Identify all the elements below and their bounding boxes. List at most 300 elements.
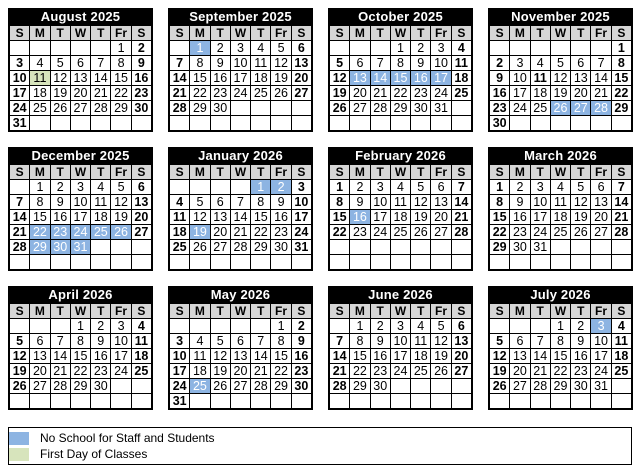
week-row xyxy=(170,364,312,379)
day-header-thu: T xyxy=(571,26,591,41)
week-row xyxy=(170,210,312,225)
calendar-day: 17 xyxy=(291,210,311,225)
week-row xyxy=(170,56,312,71)
empty-day-cell xyxy=(271,116,291,131)
calendar-day: 11 xyxy=(411,334,431,349)
calendar-day: 9 xyxy=(411,56,431,71)
calendar-day: 15 xyxy=(251,210,271,225)
legend-item-first-day xyxy=(9,446,631,462)
calendar-day: 11 xyxy=(550,195,570,210)
day-header-sat: S xyxy=(611,165,631,180)
empty-day-cell xyxy=(571,394,591,409)
calendar-day: 23 xyxy=(271,225,291,240)
day-header-row xyxy=(170,304,312,319)
month-title: June 2026 xyxy=(329,287,472,303)
day-header-fri: Fr xyxy=(111,304,131,319)
empty-day-cell xyxy=(350,394,370,409)
empty-day-cell xyxy=(271,101,291,116)
calendar-day: 18 xyxy=(251,71,271,86)
calendar-day: 14 xyxy=(170,71,190,86)
calendar-day: 12 xyxy=(50,71,70,86)
calendar-day: 22 xyxy=(70,364,90,379)
calendar-day: 23 xyxy=(291,364,311,379)
calendar-day: 30 xyxy=(370,379,390,394)
day-header-sat: S xyxy=(131,304,151,319)
calendar-day: 12 xyxy=(330,71,350,86)
calendar-day: 17 xyxy=(390,349,410,364)
empty-day-cell xyxy=(131,240,151,255)
empty-day-cell xyxy=(350,116,370,131)
empty-day-cell xyxy=(490,41,510,56)
calendar-day: 27 xyxy=(291,86,311,101)
calendar-day: 16 xyxy=(50,210,70,225)
calendar-day: 4 xyxy=(530,56,550,71)
calendar-day: 8 xyxy=(271,334,291,349)
week-row xyxy=(170,71,312,86)
calendar-day: 16 xyxy=(571,349,591,364)
calendar-day: 8 xyxy=(490,195,510,210)
calendar-day: 17 xyxy=(510,86,530,101)
day-header-sun: S xyxy=(490,165,510,180)
calendar-day: 19 xyxy=(271,71,291,86)
calendar-day: 4 xyxy=(91,180,111,195)
day-header-sat: S xyxy=(131,165,151,180)
day-header-sat: S xyxy=(611,304,631,319)
day-header-sun: S xyxy=(170,304,190,319)
empty-day-cell xyxy=(510,255,530,270)
calendar-day: 11 xyxy=(251,56,271,71)
calendar-day: 31 xyxy=(10,116,30,131)
week-row xyxy=(330,210,472,225)
calendar-day: 3 xyxy=(591,319,611,334)
calendar-grid xyxy=(8,8,633,410)
empty-day-cell xyxy=(210,180,230,195)
month-grid xyxy=(329,303,472,409)
empty-day-cell xyxy=(330,394,350,409)
calendar-day: 13 xyxy=(291,56,311,71)
day-header-wed: W xyxy=(390,304,410,319)
empty-day-cell xyxy=(70,116,90,131)
week-row xyxy=(490,210,632,225)
calendar-day: 17 xyxy=(70,210,90,225)
empty-day-cell xyxy=(370,240,390,255)
calendar-day: 8 xyxy=(251,195,271,210)
calendar-day: 15 xyxy=(490,210,510,225)
calendar-day: 2 xyxy=(571,319,591,334)
day-header-fri: Fr xyxy=(431,304,451,319)
calendar-day: 30 xyxy=(571,379,591,394)
empty-day-cell xyxy=(190,394,210,409)
empty-day-cell xyxy=(431,255,451,270)
calendar-day: 15 xyxy=(350,349,370,364)
month-grid xyxy=(169,164,312,270)
month-grid xyxy=(329,164,472,270)
empty-day-cell xyxy=(131,379,151,394)
empty-day-cell xyxy=(550,255,570,270)
empty-day-cell xyxy=(251,394,271,409)
calendar-day: 25 xyxy=(91,225,111,240)
month-grid xyxy=(9,25,152,131)
calendar-day: 10 xyxy=(510,71,530,86)
day-header-thu: T xyxy=(91,304,111,319)
empty-day-cell xyxy=(591,394,611,409)
day-header-wed: W xyxy=(70,165,90,180)
calendar-day: 6 xyxy=(350,56,370,71)
empty-day-cell xyxy=(251,255,271,270)
calendar-day: 22 xyxy=(350,364,370,379)
calendar-day: 18 xyxy=(30,86,50,101)
calendar-day: 28 xyxy=(10,240,30,255)
calendar-day: 2 xyxy=(350,180,370,195)
calendar-day: 7 xyxy=(10,195,30,210)
calendar-day: 25 xyxy=(411,364,431,379)
calendar-day: 21 xyxy=(251,364,271,379)
calendar-day: 3 xyxy=(390,319,410,334)
week-row xyxy=(170,180,312,195)
empty-day-cell xyxy=(591,240,611,255)
calendar-day: 18 xyxy=(451,71,471,86)
calendar-day: 5 xyxy=(490,334,510,349)
calendar-day: 3 xyxy=(431,41,451,56)
month-grid xyxy=(489,303,632,409)
calendar-day: 26 xyxy=(271,86,291,101)
day-header-mon: M xyxy=(510,26,530,41)
calendar-day: 9 xyxy=(50,195,70,210)
empty-day-cell xyxy=(251,319,271,334)
calendar-day: 25 xyxy=(390,225,410,240)
calendar-day: 9 xyxy=(271,195,291,210)
week-row xyxy=(330,394,472,409)
day-header-mon: M xyxy=(190,165,210,180)
day-header-sat: S xyxy=(451,304,471,319)
calendar-day: 7 xyxy=(530,334,550,349)
empty-day-cell xyxy=(571,116,591,131)
calendar-day: 2 xyxy=(510,180,530,195)
calendar-day: 6 xyxy=(571,56,591,71)
calendar-day: 16 xyxy=(131,71,151,86)
calendar-day: 13 xyxy=(131,195,151,210)
week-row xyxy=(170,379,312,394)
calendar-day: 12 xyxy=(190,210,210,225)
calendar-day: 9 xyxy=(210,56,230,71)
week-row xyxy=(10,71,152,86)
calendar-day: 16 xyxy=(490,86,510,101)
empty-day-cell xyxy=(30,319,50,334)
calendar-day: 23 xyxy=(91,364,111,379)
week-row xyxy=(170,86,312,101)
calendar-day: 10 xyxy=(291,195,311,210)
empty-day-cell xyxy=(390,240,410,255)
week-row xyxy=(490,56,632,71)
empty-day-cell xyxy=(111,394,131,409)
empty-day-cell xyxy=(70,41,90,56)
empty-day-cell xyxy=(30,255,50,270)
day-header-row xyxy=(330,304,472,319)
empty-day-cell xyxy=(530,319,550,334)
week-row xyxy=(170,255,312,270)
calendar-day: 12 xyxy=(550,71,570,86)
empty-day-cell xyxy=(230,180,250,195)
calendar-day: 11 xyxy=(170,210,190,225)
calendar-day: 12 xyxy=(411,195,431,210)
empty-day-cell xyxy=(451,394,471,409)
day-header-sat: S xyxy=(131,26,151,41)
empty-day-cell xyxy=(550,41,570,56)
calendar-day: 4 xyxy=(170,195,190,210)
calendar-day: 3 xyxy=(170,334,190,349)
calendar-day: 22 xyxy=(190,86,210,101)
empty-day-cell xyxy=(330,41,350,56)
calendar-day: 4 xyxy=(251,41,271,56)
day-header-tue: T xyxy=(530,26,550,41)
calendar-day: 21 xyxy=(230,225,250,240)
day-header-mon: M xyxy=(350,165,370,180)
calendar-day: 13 xyxy=(230,349,250,364)
day-header-mon: M xyxy=(30,165,50,180)
week-row xyxy=(10,41,152,56)
calendar-day: 27 xyxy=(510,379,530,394)
calendar-day: 10 xyxy=(10,71,30,86)
calendar-day: 25 xyxy=(190,379,210,394)
calendar-day: 30 xyxy=(271,240,291,255)
month-april-2026 xyxy=(8,286,153,410)
calendar-day: 16 xyxy=(510,210,530,225)
no-school-label: No School for Staff and Students xyxy=(40,431,215,445)
day-header-sun: S xyxy=(10,304,30,319)
calendar-day: 20 xyxy=(350,86,370,101)
week-row xyxy=(330,195,472,210)
calendar-day: 2 xyxy=(91,319,111,334)
calendar-day: 19 xyxy=(490,364,510,379)
calendar-day: 5 xyxy=(10,334,30,349)
calendar-day: 1 xyxy=(30,180,50,195)
day-header-row xyxy=(10,165,152,180)
week-row xyxy=(330,71,472,86)
day-header-sat: S xyxy=(611,26,631,41)
calendar-day: 28 xyxy=(91,101,111,116)
empty-day-cell xyxy=(330,116,350,131)
empty-day-cell xyxy=(611,116,631,131)
week-row xyxy=(490,195,632,210)
day-header-tue: T xyxy=(210,304,230,319)
month-grid xyxy=(9,303,152,409)
calendar-day: 30 xyxy=(411,101,431,116)
empty-day-cell xyxy=(451,116,471,131)
calendar-day: 7 xyxy=(50,334,70,349)
calendar-day: 29 xyxy=(251,240,271,255)
calendar-day: 24 xyxy=(70,225,90,240)
week-row xyxy=(330,240,472,255)
day-header-fri: Fr xyxy=(111,165,131,180)
calendar-day: 2 xyxy=(210,41,230,56)
calendar-day: 25 xyxy=(30,101,50,116)
month-grid xyxy=(329,25,472,131)
no-school-color-swatch xyxy=(9,432,29,445)
calendar-day: 9 xyxy=(490,71,510,86)
empty-day-cell xyxy=(210,255,230,270)
month-july-2026 xyxy=(488,286,633,410)
empty-day-cell xyxy=(490,394,510,409)
empty-day-cell xyxy=(91,240,111,255)
calendar-day: 7 xyxy=(591,56,611,71)
week-row xyxy=(10,180,152,195)
day-header-mon: M xyxy=(510,165,530,180)
month-grid xyxy=(489,25,632,131)
calendar-day: 15 xyxy=(390,71,410,86)
calendar-day: 22 xyxy=(30,225,50,240)
calendar-day: 20 xyxy=(571,86,591,101)
week-row xyxy=(490,41,632,56)
day-header-thu: T xyxy=(411,304,431,319)
calendar-day: 28 xyxy=(50,379,70,394)
calendar-day: 5 xyxy=(50,56,70,71)
empty-day-cell xyxy=(490,255,510,270)
calendar-day: 28 xyxy=(330,379,350,394)
day-header-sat: S xyxy=(291,26,311,41)
calendar-day: 22 xyxy=(271,364,291,379)
week-row xyxy=(170,240,312,255)
calendar-day: 26 xyxy=(330,101,350,116)
calendar-day: 11 xyxy=(30,71,50,86)
empty-day-cell xyxy=(510,41,530,56)
calendar-day: 16 xyxy=(411,71,431,86)
calendar-day: 7 xyxy=(611,180,631,195)
empty-day-cell xyxy=(111,240,131,255)
empty-day-cell xyxy=(510,319,530,334)
day-header-fri: Fr xyxy=(431,26,451,41)
calendar-day: 23 xyxy=(490,101,510,116)
calendar-day: 28 xyxy=(170,101,190,116)
calendar-day: 11 xyxy=(131,334,151,349)
month-november-2025 xyxy=(488,8,633,132)
empty-day-cell xyxy=(350,255,370,270)
calendar-day: 26 xyxy=(111,225,131,240)
week-row xyxy=(10,225,152,240)
empty-day-cell xyxy=(111,255,131,270)
calendar-day: 12 xyxy=(210,349,230,364)
empty-day-cell xyxy=(370,116,390,131)
calendar-day: 7 xyxy=(91,56,111,71)
calendar-day: 29 xyxy=(611,101,631,116)
empty-day-cell xyxy=(10,394,30,409)
day-header-mon: M xyxy=(30,304,50,319)
calendar-day: 7 xyxy=(251,334,271,349)
calendar-day: 5 xyxy=(550,56,570,71)
month-february-2026 xyxy=(328,147,473,271)
month-grid xyxy=(489,164,632,270)
calendar-day: 10 xyxy=(431,56,451,71)
calendar-day: 1 xyxy=(271,319,291,334)
empty-day-cell xyxy=(91,41,111,56)
calendar-day: 22 xyxy=(330,225,350,240)
empty-day-cell xyxy=(190,180,210,195)
day-header-wed: W xyxy=(70,26,90,41)
calendar-day: 10 xyxy=(370,195,390,210)
day-header-mon: M xyxy=(190,26,210,41)
day-header-tue: T xyxy=(50,26,70,41)
calendar-day: 30 xyxy=(291,379,311,394)
calendar-day: 15 xyxy=(70,349,90,364)
calendar-day: 31 xyxy=(170,394,190,409)
week-row xyxy=(10,116,152,131)
calendar-day: 3 xyxy=(111,319,131,334)
calendar-day: 11 xyxy=(190,349,210,364)
calendar-day: 23 xyxy=(350,225,370,240)
month-title: December 2025 xyxy=(9,148,152,164)
week-row xyxy=(490,319,632,334)
calendar-day: 9 xyxy=(131,56,151,71)
day-header-fri: Fr xyxy=(591,165,611,180)
calendar-day: 14 xyxy=(10,210,30,225)
calendar-day: 21 xyxy=(370,86,390,101)
empty-day-cell xyxy=(431,379,451,394)
month-title: August 2025 xyxy=(9,9,152,25)
calendar-day: 27 xyxy=(451,364,471,379)
day-header-mon: M xyxy=(190,304,210,319)
calendar-day: 3 xyxy=(530,180,550,195)
day-header-sun: S xyxy=(330,165,350,180)
calendar-day: 29 xyxy=(550,379,570,394)
calendar-day: 7 xyxy=(330,334,350,349)
empty-day-cell xyxy=(591,255,611,270)
week-row xyxy=(10,349,152,364)
day-header-fri: Fr xyxy=(271,304,291,319)
calendar-day: 5 xyxy=(571,180,591,195)
calendar-day: 8 xyxy=(350,334,370,349)
week-row xyxy=(490,364,632,379)
week-row xyxy=(170,101,312,116)
day-header-thu: T xyxy=(91,26,111,41)
empty-day-cell xyxy=(111,116,131,131)
week-row xyxy=(170,41,312,56)
day-header-thu: T xyxy=(251,304,271,319)
calendar-day: 27 xyxy=(131,225,151,240)
calendar-day: 18 xyxy=(411,349,431,364)
calendar-day: 15 xyxy=(550,349,570,364)
calendar-day: 27 xyxy=(591,225,611,240)
calendar-day: 28 xyxy=(591,101,611,116)
empty-day-cell xyxy=(50,319,70,334)
empty-day-cell xyxy=(30,41,50,56)
calendar-day: 14 xyxy=(91,71,111,86)
calendar-day: 17 xyxy=(170,364,190,379)
calendar-day: 5 xyxy=(330,56,350,71)
calendar-day: 1 xyxy=(550,319,570,334)
calendar-day: 19 xyxy=(50,86,70,101)
empty-day-cell xyxy=(10,319,30,334)
month-october-2025 xyxy=(328,8,473,132)
calendar-day: 19 xyxy=(210,364,230,379)
empty-day-cell xyxy=(70,394,90,409)
calendar-day: 16 xyxy=(271,210,291,225)
calendar-day: 6 xyxy=(291,41,311,56)
day-header-row xyxy=(490,165,632,180)
empty-day-cell xyxy=(330,319,350,334)
empty-day-cell xyxy=(451,255,471,270)
week-row xyxy=(10,101,152,116)
week-row xyxy=(330,101,472,116)
calendar-day: 3 xyxy=(70,180,90,195)
empty-day-cell xyxy=(411,394,431,409)
empty-day-cell xyxy=(490,319,510,334)
day-header-row xyxy=(490,26,632,41)
empty-day-cell xyxy=(131,116,151,131)
calendar-day: 2 xyxy=(490,56,510,71)
calendar-day: 30 xyxy=(91,379,111,394)
calendar-day: 26 xyxy=(10,379,30,394)
empty-day-cell xyxy=(611,379,631,394)
day-header-wed: W xyxy=(550,165,570,180)
